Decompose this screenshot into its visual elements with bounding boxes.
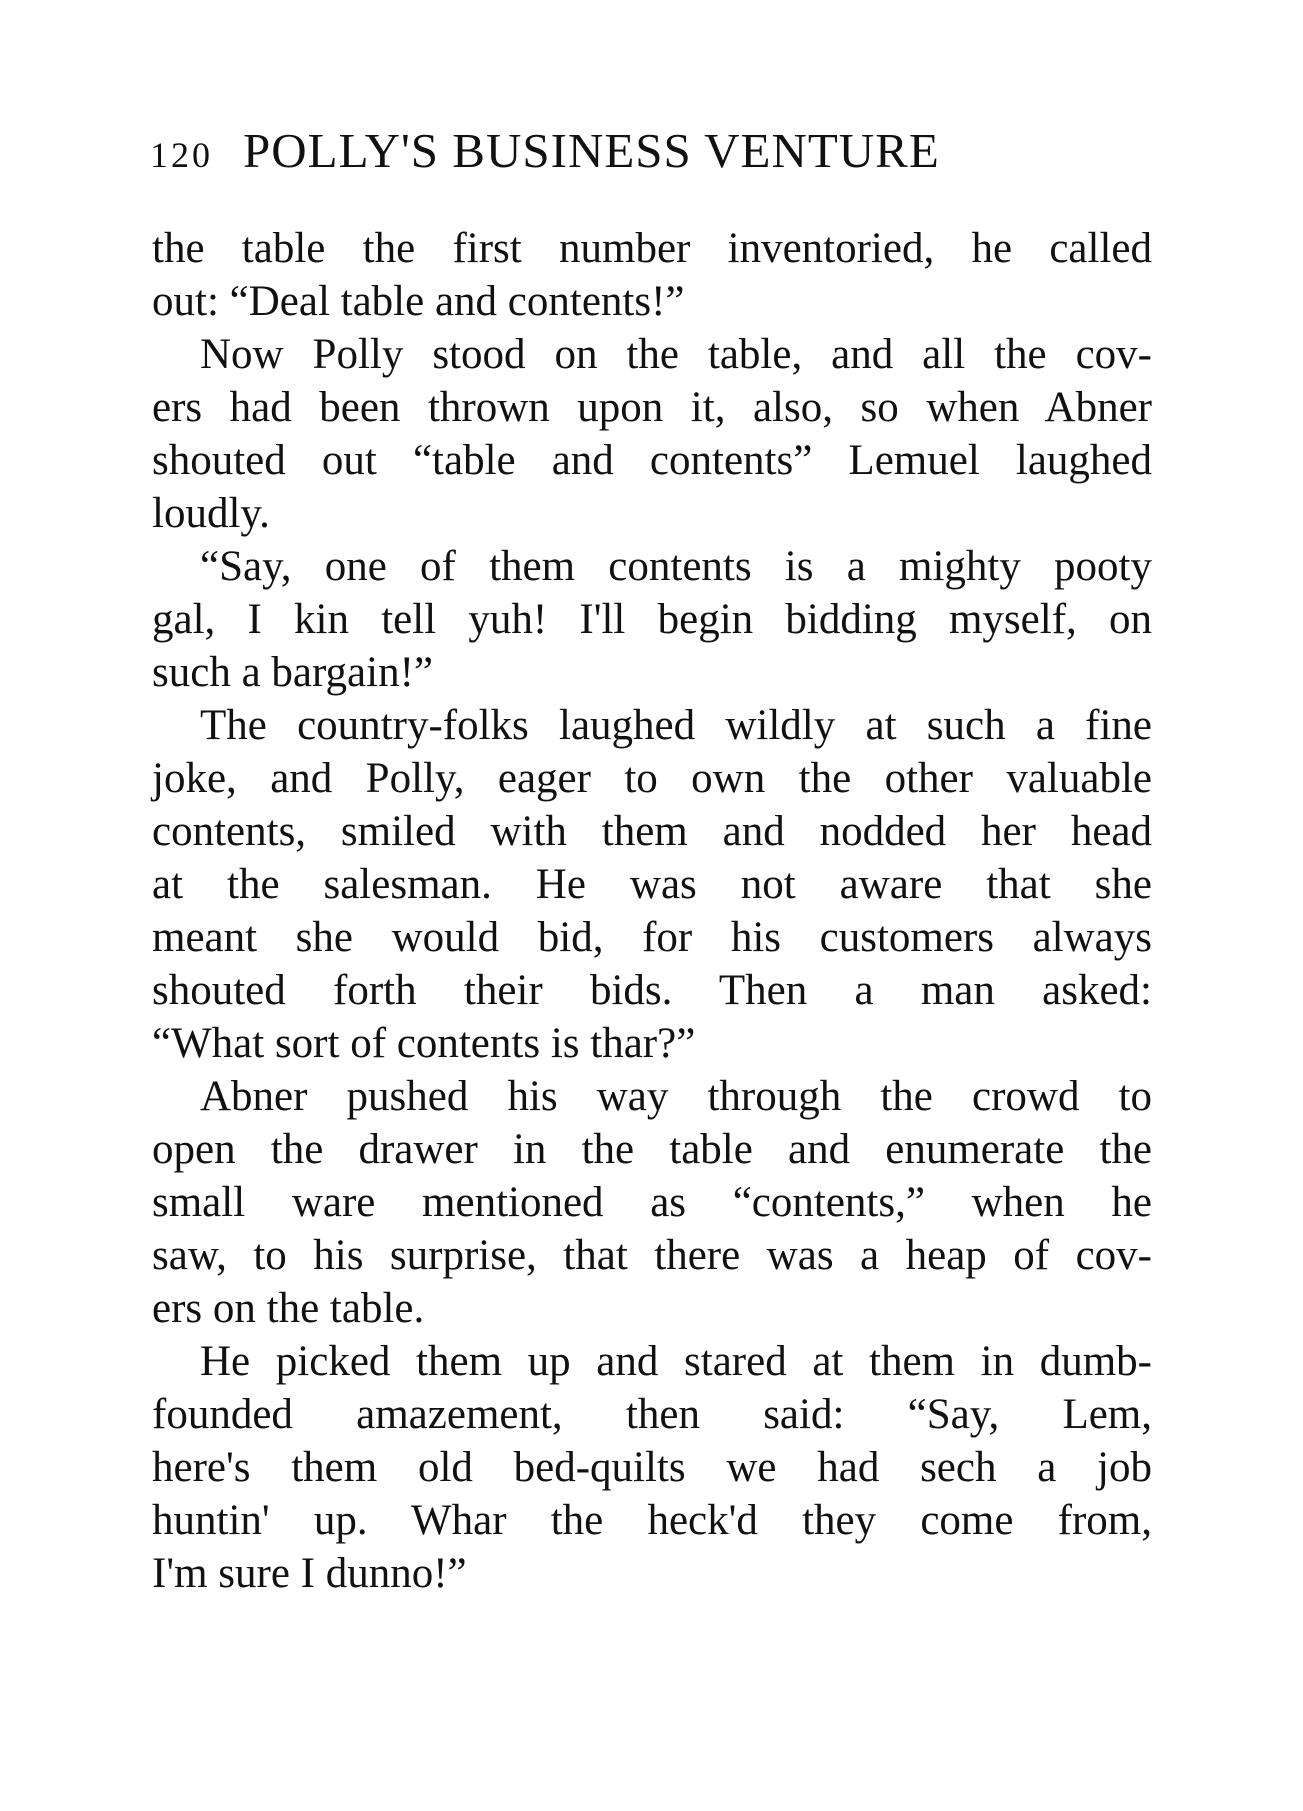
paragraph xyxy=(152,328,1152,540)
paragraph xyxy=(152,540,1152,699)
text-line: Now Polly stood on the table, and all the cov- xyxy=(200,331,1152,378)
text-line: small ware mentioned as “contents,” when he xyxy=(152,1179,1152,1226)
book-title: POLLY'S BUSINESS VENTURE xyxy=(243,123,940,178)
text-line: Abner pushed his way through the crowd to xyxy=(200,1073,1152,1120)
body-text xyxy=(152,222,1152,1600)
text-line: here's them old bed-quilts we had sech a job xyxy=(152,1444,1152,1491)
text-line: meant she would bid, for his customers always xyxy=(152,914,1152,961)
running-head xyxy=(150,122,1150,182)
text-line: open the drawer in the table and enumerate the xyxy=(152,1126,1152,1173)
paragraph xyxy=(152,699,1152,1070)
text-line: at the salesman. He was not aware that she xyxy=(152,861,1152,908)
text-line: contents, smiled with them and nodded her head xyxy=(152,808,1152,855)
paragraph xyxy=(152,222,1152,328)
page-number: 120 xyxy=(150,135,213,175)
text-line: He picked them up and stared at them in dumb- xyxy=(200,1338,1152,1385)
text-line: huntin' up. Whar the heck'd they come from, xyxy=(152,1497,1152,1544)
text-line: ers had been thrown upon it, also, so when Abner xyxy=(152,384,1152,431)
text-line: founded amazement, then said: “Say, Lem, xyxy=(152,1391,1152,1438)
text-line: shouted out “table and contents” Lemuel laughed xyxy=(152,437,1152,484)
text-line: “What sort of contents is thar?” xyxy=(152,1020,696,1067)
paragraph xyxy=(152,1335,1152,1600)
text-line: shouted forth their bids. Then a man asked: xyxy=(152,967,1152,1014)
text-line: loudly. xyxy=(152,490,270,537)
paragraph xyxy=(152,1070,1152,1335)
text-line: I'm sure I dunno!” xyxy=(152,1550,467,1597)
text-line: such a bargain!” xyxy=(152,649,433,696)
text-line: The country-folks laughed wildly at such a fine xyxy=(200,702,1152,749)
text-line: “Say, one of them contents is a mighty pooty xyxy=(200,543,1152,590)
text-line: ers on the table. xyxy=(152,1285,425,1332)
text-line: the table the first number inventoried, he called xyxy=(152,225,1152,272)
text-line: joke, and Polly, eager to own the other valuable xyxy=(152,755,1152,802)
text-line: saw, to his surprise, that there was a heap of cov- xyxy=(152,1232,1152,1279)
text-line: out: “Deal table and contents!” xyxy=(152,278,685,325)
text-line: gal, I kin tell yuh! I'll begin bidding myself, on xyxy=(152,596,1152,643)
